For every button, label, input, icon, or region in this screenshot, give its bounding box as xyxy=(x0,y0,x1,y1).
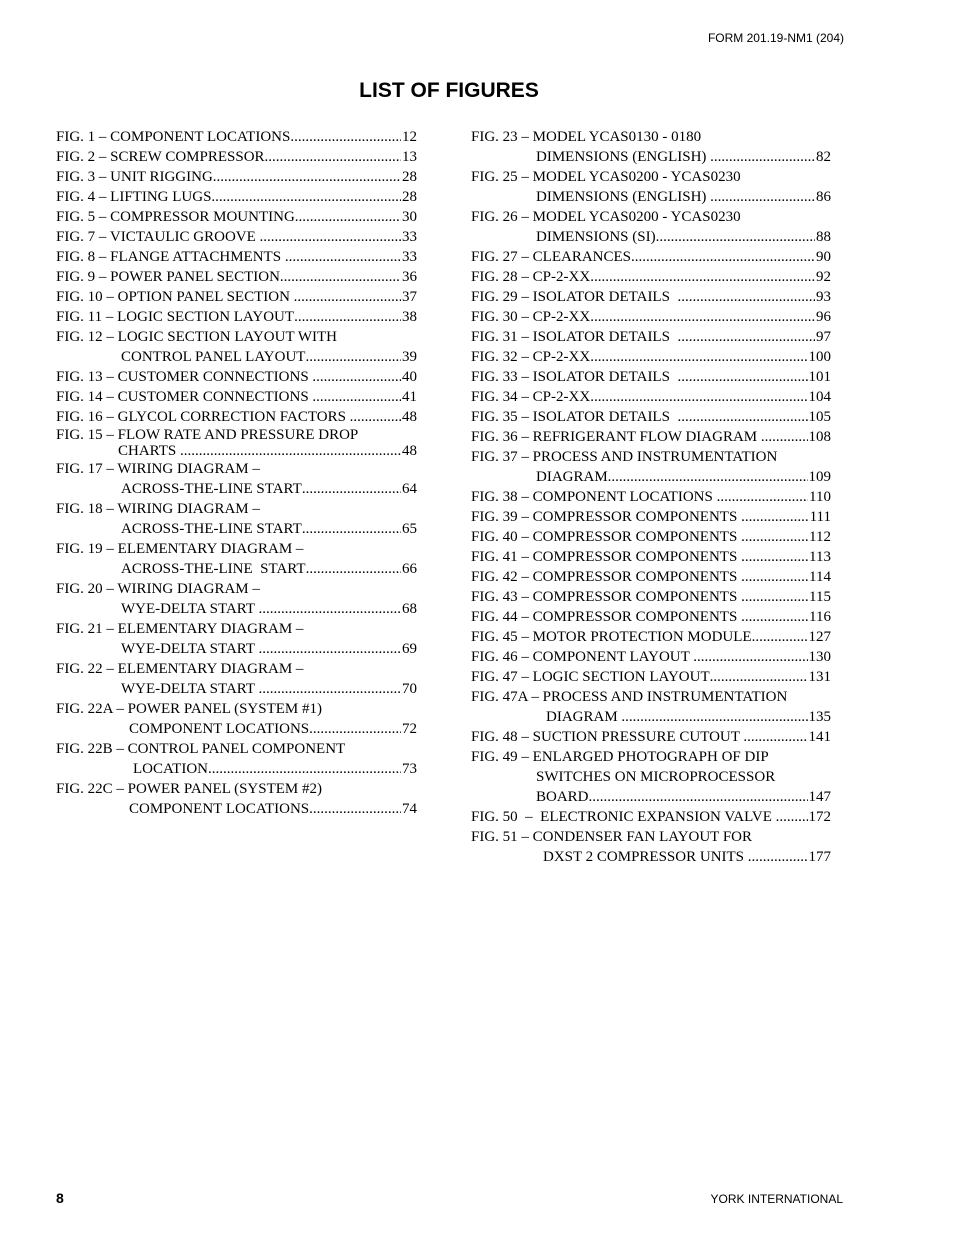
dot-leader xyxy=(285,247,401,267)
figure-page-number: 72 xyxy=(402,721,417,737)
figure-entry xyxy=(471,167,831,207)
dot-leader xyxy=(741,607,808,627)
dot-leader xyxy=(309,719,401,739)
figure-title-continuation: ACROSS-THE-LINE START xyxy=(121,561,306,577)
figure-title: FIG. 36 – REFRIGERANT FLOW DIAGRAM xyxy=(471,429,761,445)
figure-entry xyxy=(471,327,831,347)
figure-page-number: 40 xyxy=(402,369,417,385)
figure-entry xyxy=(471,647,831,667)
figure-entry xyxy=(471,447,831,487)
dot-leader xyxy=(294,307,401,327)
figure-entry xyxy=(471,207,831,247)
dot-leader xyxy=(741,527,808,547)
figure-page-number: 33 xyxy=(402,229,417,245)
figure-entry xyxy=(471,307,831,327)
figure-title: FIG. 16 – GLYCOL CORRECTION FACTORS xyxy=(56,409,350,425)
figure-title: FIG. 47A – PROCESS AND INSTRUMENTATION xyxy=(471,689,788,705)
dot-leader xyxy=(656,227,815,247)
figure-title-continuation: DIAGRAM xyxy=(546,709,622,725)
figure-entry xyxy=(471,747,831,807)
figure-entry xyxy=(56,327,417,367)
figure-page-number: 109 xyxy=(808,469,831,485)
figure-title: FIG. 26 – MODEL YCAS0200 - YCAS0230 xyxy=(471,209,741,225)
dot-leader xyxy=(761,427,808,447)
company-name: YORK INTERNATIONAL xyxy=(710,1192,843,1206)
figure-page-number: 86 xyxy=(816,189,831,205)
figure-title-continuation: LOCATION xyxy=(133,761,208,777)
dot-leader xyxy=(259,639,401,659)
figure-title-continuation: SWITCHES ON MICROPROCESSOR xyxy=(536,769,776,785)
figure-page-number: 12 xyxy=(402,129,417,145)
figure-title: FIG. 22B – CONTROL PANEL COMPONENT xyxy=(56,741,346,757)
dot-leader xyxy=(621,707,807,727)
dot-leader xyxy=(776,807,808,827)
figure-entry xyxy=(471,127,831,167)
dot-leader xyxy=(741,567,808,587)
figure-entry xyxy=(56,427,417,459)
figure-page-number: 28 xyxy=(402,189,417,205)
figure-title: FIG. 9 – POWER PANEL SECTION xyxy=(56,269,280,285)
figure-title: FIG. 21 – ELEMENTARY DIAGRAM – xyxy=(56,621,304,637)
figure-title-continuation: DIAGRAM xyxy=(536,469,608,485)
figure-page-number: 135 xyxy=(808,709,831,725)
figure-page-number: 96 xyxy=(816,309,831,325)
figure-title: FIG. 19 – ELEMENTARY DIAGRAM – xyxy=(56,541,304,557)
figure-title: FIG. 35 – ISOLATOR DETAILS xyxy=(471,409,678,425)
figure-title: FIG. 44 – COMPRESSOR COMPONENTS xyxy=(471,609,742,625)
figure-page-number: 172 xyxy=(808,809,831,825)
figure-title-continuation: WYE-DELTA START xyxy=(121,601,259,617)
dot-leader xyxy=(290,127,401,147)
dot-leader xyxy=(294,287,401,307)
figure-title: FIG. 20 – WIRING DIAGRAM – xyxy=(56,581,260,597)
page-title: LIST OF FIGURES xyxy=(359,79,539,102)
dot-leader xyxy=(260,227,401,247)
figure-title: FIG. 2 – SCREW COMPRESSOR xyxy=(56,149,265,165)
dot-leader xyxy=(590,267,815,287)
figure-entry xyxy=(56,579,417,619)
figure-title: FIG. 17 – WIRING DIAGRAM – xyxy=(56,461,260,477)
figure-entry xyxy=(56,207,417,227)
figure-page-number: 65 xyxy=(402,521,417,537)
page-number: 8 xyxy=(56,1190,64,1206)
figure-title: FIG. 28 – CP-2-XX xyxy=(471,269,591,285)
dot-leader xyxy=(180,443,401,459)
figure-entry xyxy=(56,247,417,267)
figure-title: FIG. 50 – ELECTRONIC EXPANSION VALVE xyxy=(471,809,776,825)
dot-leader xyxy=(312,367,401,387)
figure-title: FIG. 22A – POWER PANEL (SYSTEM #1) xyxy=(56,701,322,717)
dot-leader xyxy=(741,547,808,567)
figure-title: FIG. 7 – VICTAULIC GROOVE xyxy=(56,229,260,245)
figure-entry xyxy=(56,187,417,207)
figure-entry xyxy=(56,539,417,579)
dot-leader xyxy=(752,627,808,647)
figure-title: FIG. 47 – LOGIC SECTION LAYOUT xyxy=(471,669,710,685)
figure-entry xyxy=(56,659,417,699)
figure-page-number: 104 xyxy=(808,389,831,405)
figure-entry xyxy=(56,619,417,659)
figure-title: FIG. 25 – MODEL YCAS0200 - YCAS0230 xyxy=(471,169,741,185)
figure-title: FIG. 40 – COMPRESSOR COMPONENTS xyxy=(471,529,742,545)
figure-title-continuation: WYE-DELTA START xyxy=(121,681,259,697)
figure-title: FIG. 14 – CUSTOMER CONNECTIONS xyxy=(56,389,313,405)
figure-entry xyxy=(56,387,417,407)
figure-title: FIG. 51 – CONDENSER FAN LAYOUT FOR xyxy=(471,829,753,845)
figure-entry xyxy=(471,527,831,547)
dot-leader xyxy=(741,507,809,527)
figure-title: FIG. 22C – POWER PANEL (SYSTEM #2) xyxy=(56,781,322,797)
figure-entry xyxy=(56,127,417,147)
figure-entry xyxy=(56,147,417,167)
dot-leader xyxy=(312,387,401,407)
form-number: FORM 201.19-NM1 (204) xyxy=(707,31,844,45)
figure-entry xyxy=(471,487,831,507)
figure-page-number: 33 xyxy=(402,249,417,265)
figure-entry xyxy=(471,547,831,567)
figure-entry xyxy=(56,167,417,187)
dot-leader xyxy=(590,387,807,407)
figure-title: FIG. 46 – COMPONENT LAYOUT xyxy=(471,649,694,665)
figure-title-continuation: CONTROL PANEL LAYOUT xyxy=(121,349,306,365)
dot-leader xyxy=(693,647,807,667)
figure-title: FIG. 32 – CP-2-XX xyxy=(471,349,591,365)
dot-leader xyxy=(677,287,815,307)
figure-entry xyxy=(471,267,831,287)
figure-entry xyxy=(471,347,831,367)
figure-title-continuation: ACROSS-THE-LINE START xyxy=(121,481,302,497)
dot-leader xyxy=(306,559,401,579)
figure-entry xyxy=(471,567,831,587)
figure-title-continuation: WYE-DELTA START xyxy=(121,641,259,657)
figure-page-number: 13 xyxy=(402,149,417,165)
figure-page-number: 116 xyxy=(809,609,831,625)
figure-entry xyxy=(56,699,417,739)
figure-title: FIG. 31 – ISOLATOR DETAILS xyxy=(471,329,678,345)
dot-leader xyxy=(280,267,401,287)
figure-title: FIG. 23 – MODEL YCAS0130 - 0180 xyxy=(471,129,702,145)
figure-title: FIG. 5 – COMPRESSOR MOUNTING xyxy=(56,209,295,225)
figure-title: FIG. 8 – FLANGE ATTACHMENTS xyxy=(56,249,285,265)
dot-leader xyxy=(213,167,401,187)
figure-title: FIG. 30 – CP-2-XX xyxy=(471,309,591,325)
figure-title: FIG. 45 – MOTOR PROTECTION MODULE xyxy=(471,629,752,645)
figure-page-number: 48 xyxy=(402,443,417,459)
figure-page-number: 111 xyxy=(809,509,831,525)
figure-entry xyxy=(471,727,831,747)
figure-page-number: 48 xyxy=(402,409,417,425)
figure-page-number: 36 xyxy=(402,269,417,285)
figure-title-continuation: DIMENSIONS (SI) xyxy=(536,229,656,245)
dot-leader xyxy=(631,247,815,267)
figure-title: FIG. 41 – COMPRESSOR COMPONENTS xyxy=(471,549,742,565)
figure-page-number: 130 xyxy=(808,649,831,665)
dot-leader xyxy=(295,207,401,227)
figures-list-right xyxy=(471,127,831,867)
figure-entry xyxy=(471,607,831,627)
dot-leader xyxy=(677,407,807,427)
figure-page-number: 110 xyxy=(809,489,831,505)
figure-page-number: 90 xyxy=(816,249,831,265)
figure-title: FIG. 10 – OPTION PANEL SECTION xyxy=(56,289,294,305)
figure-page-number: 105 xyxy=(808,409,831,425)
dot-leader xyxy=(677,327,815,347)
figure-title: FIG. 49 – ENLARGED PHOTOGRAPH OF DIP xyxy=(471,749,769,765)
figure-title: FIG. 4 – LIFTING LUGS xyxy=(56,189,212,205)
figure-page-number: 112 xyxy=(809,529,831,545)
figure-entry xyxy=(471,667,831,687)
figure-entry xyxy=(56,499,417,539)
dot-leader xyxy=(589,787,808,807)
dot-leader xyxy=(748,847,808,867)
figure-entry xyxy=(56,739,417,779)
dot-leader xyxy=(710,147,815,167)
figure-title: FIG. 48 – SUCTION PRESSURE CUTOUT xyxy=(471,729,744,745)
figure-page-number: 39 xyxy=(402,349,417,365)
figure-title: FIG. 33 – ISOLATOR DETAILS xyxy=(471,369,678,385)
dot-leader xyxy=(710,667,808,687)
figure-page-number: 115 xyxy=(809,589,831,605)
dot-leader xyxy=(302,479,401,499)
figure-page-number: 92 xyxy=(816,269,831,285)
figure-page-number: 28 xyxy=(402,169,417,185)
dot-leader xyxy=(208,759,401,779)
figure-title-continuation: DXST 2 COMPRESSOR UNITS xyxy=(543,849,748,865)
figure-page-number: 66 xyxy=(402,561,417,577)
figure-title: FIG. 29 – ISOLATOR DETAILS xyxy=(471,289,678,305)
figure-entry xyxy=(56,367,417,387)
dot-leader xyxy=(608,467,808,487)
dot-leader xyxy=(259,679,401,699)
figure-title-continuation: DIMENSIONS (ENGLISH) xyxy=(536,149,711,165)
figure-title: FIG. 27 – CLEARANCES xyxy=(471,249,632,265)
figure-title: FIG. 42 – COMPRESSOR COMPONENTS xyxy=(471,569,742,585)
figure-page-number: 82 xyxy=(816,149,831,165)
dot-leader xyxy=(265,147,401,167)
figure-title: FIG. 22 – ELEMENTARY DIAGRAM – xyxy=(56,661,304,677)
figure-page-number: 108 xyxy=(808,429,831,445)
figure-title: FIG. 13 – CUSTOMER CONNECTIONS xyxy=(56,369,313,385)
figure-entry xyxy=(56,407,417,427)
figure-title-continuation: DIMENSIONS (ENGLISH) xyxy=(536,189,711,205)
figure-title: FIG. 15 – FLOW RATE AND PRESSURE DROP xyxy=(56,427,359,443)
figure-page-number: 30 xyxy=(402,209,417,225)
dot-leader xyxy=(259,599,401,619)
figure-page-number: 38 xyxy=(402,309,417,325)
figure-page-number: 127 xyxy=(808,629,831,645)
figure-entry xyxy=(56,459,417,499)
figure-page-number: 64 xyxy=(402,481,417,497)
figure-title: FIG. 34 – CP-2-XX xyxy=(471,389,591,405)
figure-entry xyxy=(471,247,831,267)
dot-leader xyxy=(677,367,807,387)
figure-entry xyxy=(471,427,831,447)
figure-page-number: 37 xyxy=(402,289,417,305)
figure-page-number: 113 xyxy=(809,549,831,565)
figure-entry xyxy=(471,807,831,827)
figure-title-continuation: CHARTS xyxy=(118,443,181,459)
figure-page-number: 114 xyxy=(809,569,831,585)
figure-page-number: 93 xyxy=(816,289,831,305)
dot-leader xyxy=(741,587,808,607)
figure-page-number: 97 xyxy=(816,329,831,345)
figure-page-number: 70 xyxy=(402,681,417,697)
figure-entry xyxy=(471,687,831,727)
figure-title: FIG. 37 – PROCESS AND INSTRUMENTATION xyxy=(471,449,778,465)
figure-title: FIG. 3 – UNIT RIGGING xyxy=(56,169,213,185)
figure-entry xyxy=(471,627,831,647)
figure-title: FIG. 11 – LOGIC SECTION LAYOUT xyxy=(56,309,295,325)
figure-entry xyxy=(471,827,831,867)
figure-entry xyxy=(471,407,831,427)
figure-entry xyxy=(56,779,417,819)
figure-entry xyxy=(471,507,831,527)
figure-page-number: 147 xyxy=(808,789,831,805)
figure-title-continuation: COMPONENT LOCATIONS xyxy=(129,801,310,817)
figure-title: FIG. 43 – COMPRESSOR COMPONENTS xyxy=(471,589,742,605)
figure-title: FIG. 12 – LOGIC SECTION LAYOUT WITH xyxy=(56,329,337,345)
figure-title-continuation: BOARD xyxy=(536,789,589,805)
figure-title-continuation: COMPONENT LOCATIONS xyxy=(129,721,310,737)
dot-leader xyxy=(590,347,807,367)
figure-title: FIG. 1 – COMPONENT LOCATIONS xyxy=(56,129,291,145)
figure-title: FIG. 18 – WIRING DIAGRAM – xyxy=(56,501,260,517)
figure-entry xyxy=(56,227,417,247)
dot-leader xyxy=(302,519,401,539)
figure-page-number: 74 xyxy=(402,801,417,817)
figure-page-number: 68 xyxy=(402,601,417,617)
figures-list-left xyxy=(56,127,417,819)
figure-title: FIG. 38 – COMPONENT LOCATIONS xyxy=(471,489,717,505)
figure-page-number: 69 xyxy=(402,641,417,657)
dot-leader xyxy=(305,347,401,367)
figure-entry xyxy=(56,307,417,327)
figure-entry xyxy=(56,267,417,287)
figure-page-number: 101 xyxy=(808,369,831,385)
dot-leader xyxy=(743,727,807,747)
figure-page-number: 73 xyxy=(402,761,417,777)
dot-leader xyxy=(309,799,401,819)
dot-leader xyxy=(350,407,401,427)
figure-page-number: 100 xyxy=(808,349,831,365)
dot-leader xyxy=(590,307,815,327)
figure-entry xyxy=(56,287,417,307)
figure-title-continuation: ACROSS-THE-LINE START xyxy=(121,521,302,537)
figure-page-number: 141 xyxy=(808,729,831,745)
figure-page-number: 131 xyxy=(808,669,831,685)
figure-page-number: 88 xyxy=(816,229,831,245)
figure-entry xyxy=(471,367,831,387)
figure-page-number: 177 xyxy=(808,849,831,865)
dot-leader xyxy=(211,187,401,207)
dot-leader xyxy=(717,487,808,507)
figure-page-number: 41 xyxy=(402,389,417,405)
figure-title: FIG. 39 – COMPRESSOR COMPONENTS xyxy=(471,509,742,525)
figure-entry xyxy=(471,587,831,607)
dot-leader xyxy=(710,187,815,207)
figure-entry xyxy=(471,387,831,407)
figure-entry xyxy=(471,287,831,307)
